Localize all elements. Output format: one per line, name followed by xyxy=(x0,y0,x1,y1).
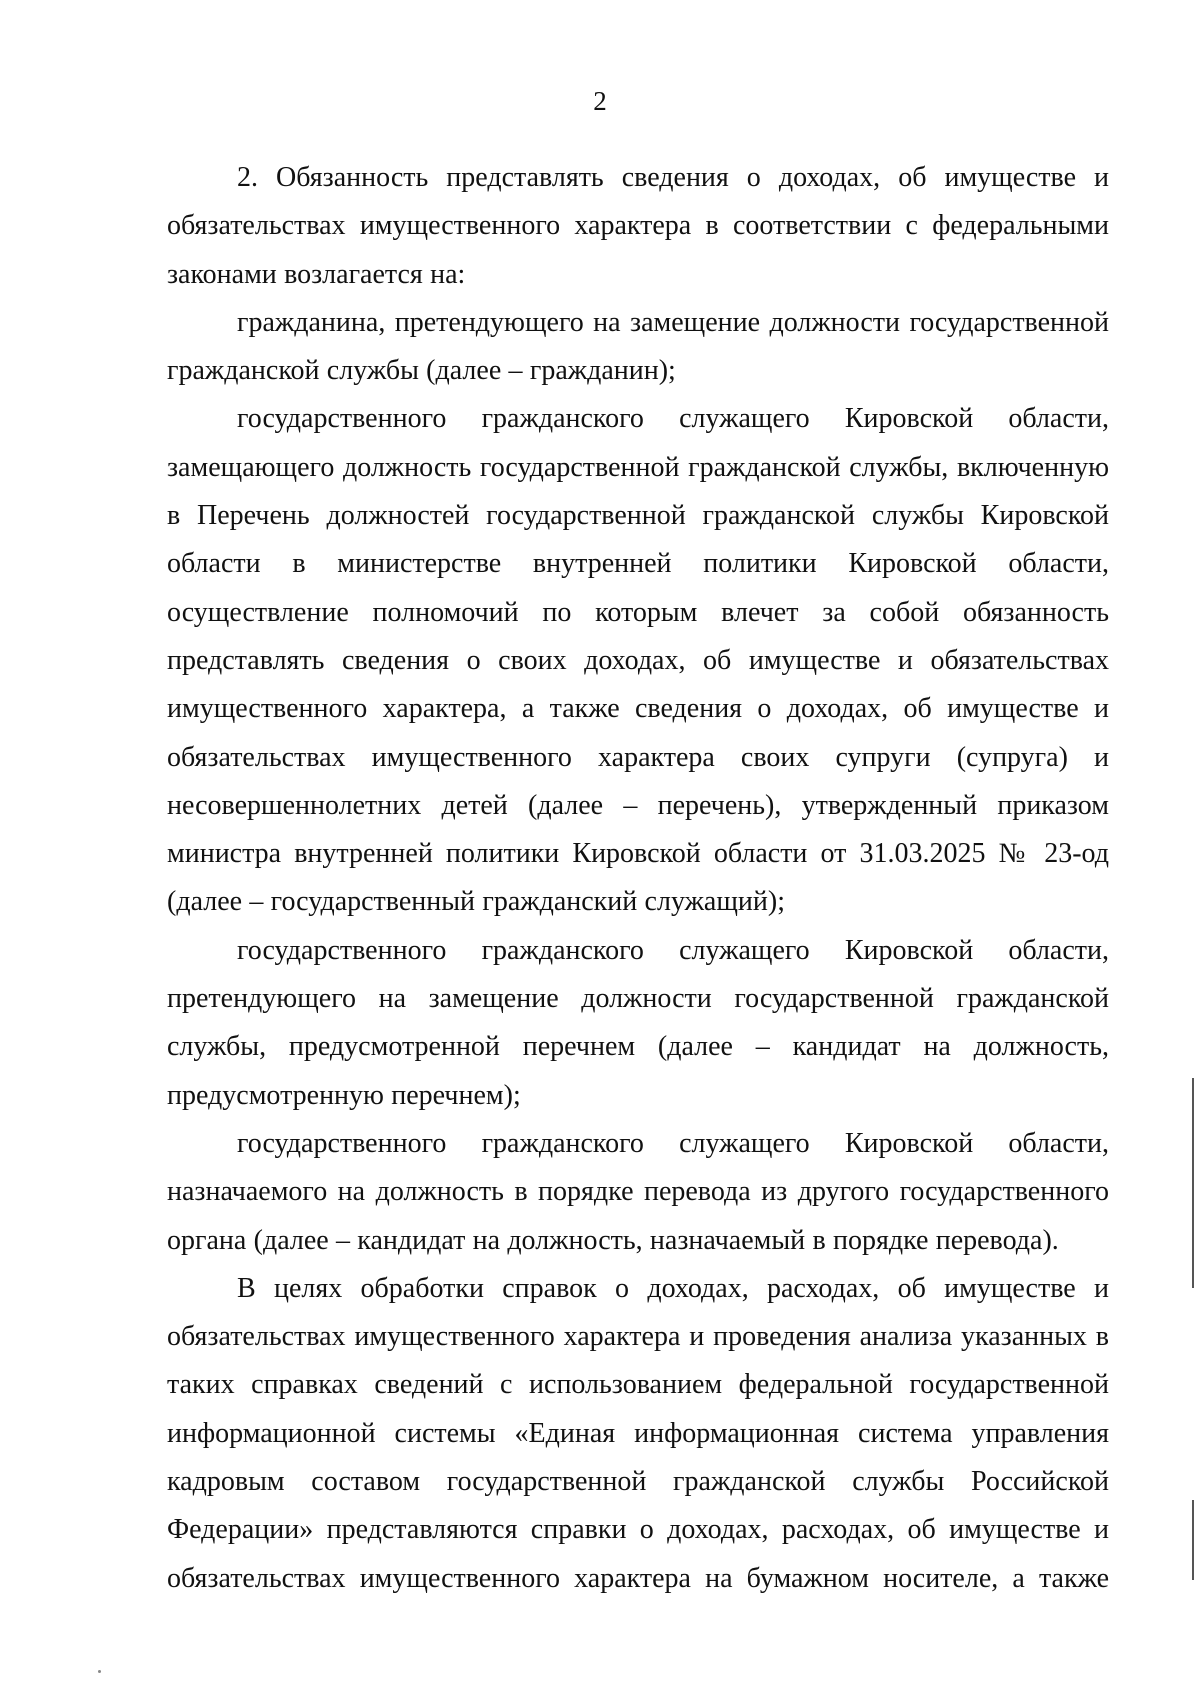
paragraph-processing: В целях обработки справок о доходах, расходах, об имуществе и обязательствах имущественного характера и проведения анализа указанных в таких справках сведений с использованием федеральной государственной информационной системы «Единая информационная система управления кадровым составом государственной гражданской службы Российской Федерации» представляются справки о доходах, расходах, об имуществе и обязательствах имущественного характера на бумажном носителе, а также xyxy=(167,1272,1109,1594)
paragraph-obligation: 2. Обязанность представлять сведения о доходах, об имуществе и обязательствах имущественного характера в соответствии с федеральными законами возлагается на: xyxy=(167,162,1109,290)
paragraph-candidate-transfer: государственного гражданского служащего Кировской области, назначаемого на должность в порядке перевода из другого государственного органа (далее – кандидат на должность, назначаемый в порядке перевода). xyxy=(167,1127,1109,1256)
scan-edge-mark xyxy=(1192,1078,1194,1288)
paragraph-civil-servant: государственного гражданского служащего Кировской области, замещающего должность государственной гражданской службы, включенную в Перечень должностей государственной гражданской службы Кировской области в министерстве внутренней политики Кировской области, осуществление полномочий по которым влечет за собой обязанность представлять сведения о своих доходах, об имуществе и обязательствах имущественного характера, а также сведения о доходах, об имуществе и обязательствах имущественного характера своих супруги (супруга) и несовершеннолетних детей (далее – перечень), утвержденный приказом министра внутренней политики Кировской области от 31.03.2025 № 23-од (далее – государственный гражданский служащий); xyxy=(167,403,1109,918)
document-body xyxy=(167,154,1109,1603)
page-number: 2 xyxy=(593,86,607,116)
scan-speck xyxy=(98,1670,101,1673)
paragraph-citizen: гражданина, претендующего на замещение должности государственной гражданской службы (далее – гражданин); xyxy=(167,306,1109,387)
scan-edge-mark xyxy=(1192,1500,1194,1580)
paragraph-candidate-list: государственного гражданского служащего Кировской области, претендующего на замещение должности государственной гражданской службы, предусмотренной перечнем (далее – кандидат на должность, предусмотренную перечнем); xyxy=(167,934,1109,1111)
